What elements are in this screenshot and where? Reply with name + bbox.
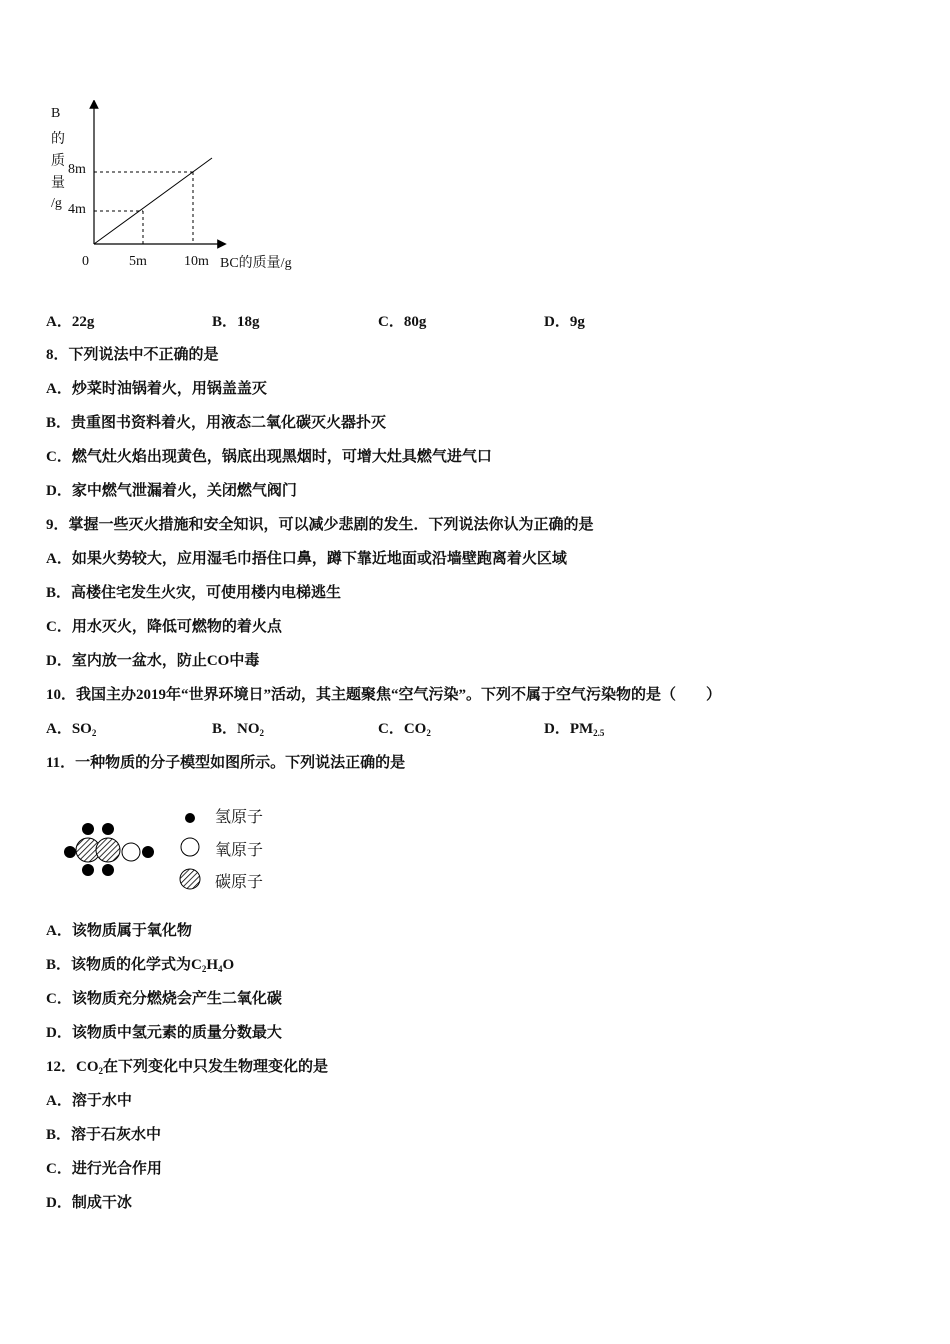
q7-option-a: A．22g [46,314,95,330]
q12-option-a: A．溶于水中 [46,1093,132,1109]
y-tick-8m: 8m [68,162,86,177]
y-label-1: B [51,106,61,121]
q11-option-a: A．该物质属于氧化物 [46,923,192,939]
q8-option-b: B．贵重图书资料着火，用液态二氧化碳灭火器扑灭 [46,415,387,431]
q12-stem: 12．$CO_2$在下列变化中只发生物理变化的是 [46,1059,329,1076]
q12-option-d: D．制成干冰 [46,1195,132,1211]
x-axis-label: BC的质量/g [220,256,292,271]
q9-option-b: B．高楼住宅发生火灾，可使用楼内电梯逃生 [46,585,342,601]
legend-hydrogen-label: 氢原子 [215,807,264,826]
q8-option-c: C．燃气灶火焰出现黄色，锅底出现黑烟时，可增大灶具燃气进气口 [46,449,492,465]
hydrogen-atom [64,846,76,858]
q9-option-a: A．如果火势较大，应用湿毛巾捂住口鼻，蹲下靠近地面或沿墙壁跑离着火区域 [46,551,567,567]
data-line [94,158,212,244]
q10-stem: 10．我国主办2019年“世界环境日”活动，其主题聚焦“空气污染”。下列不属于空气污染物的是（ ） [46,687,722,703]
q8-stem: 8．下列说法中不正确的是 [46,347,219,363]
q12-option-b: B．溶于石灰水中 [46,1127,162,1143]
oxygen-atom [122,843,140,861]
q9-option-c: C．用水灭火，降低可燃物的着火点 [46,619,282,635]
q12-option-c: C．进行光合作用 [46,1161,162,1177]
y-label-3: 质 [51,154,65,169]
hydrogen-atom [142,846,154,858]
y-label-2: 的 [51,132,65,147]
q9-option-d: D．室内放一盆水，防止CO中毒 [46,653,260,669]
q7-option-d: D．9g [544,314,585,330]
legend-oxygen-label: 氧原子 [215,840,264,859]
q7-option-b: B．18g [212,314,260,330]
q11-option-c: C．该物质充分燃烧会产生二氧化碳 [46,991,282,1007]
legend-oxygen-symbol [181,838,199,856]
q8-option-a: A．炒菜时油锅着火，用锅盖盖灭 [46,381,267,397]
y-tick-4m: 4m [68,202,86,217]
x-tick-5m: 5m [129,254,147,269]
q11-option-b: B．该物质的化学式为$C_2H_4O$ [46,957,235,974]
q10-option-d: D．$PM_{2.5}$ [544,721,605,738]
hydrogen-atom [102,823,114,835]
q9-stem: 9．掌握一些灭火措施和安全知识，可以减少悲剧的发生．下列说法你认为正确的是 [46,517,594,533]
q8-option-d: D．家中燃气泄漏着火，关闭燃气阀门 [46,483,297,499]
q11-option-d: D．该物质中氢元素的质量分数最大 [46,1025,282,1041]
legend-carbon-label: 碳原子 [215,872,264,891]
y-label-5: /g [51,196,62,211]
x-tick-10m: 10m [184,254,209,269]
hydrogen-atom [82,864,94,876]
legend-carbon-symbol [180,869,200,889]
mass-graph [40,100,340,280]
y-label-4: 量 [51,176,65,191]
q10-option-c: C．$CO_2$ [378,721,431,738]
x-tick-0: 0 [82,254,89,269]
q10-option-a: A．$SO_2$ [46,721,97,738]
q10-option-b: B．$NO_2$ [212,721,265,738]
q11-stem: 11．一种物质的分子模型如图所示。下列说法正确的是 [46,755,406,771]
carbon-atom [96,838,120,862]
hydrogen-atom [82,823,94,835]
q7-option-c: C．80g [378,314,427,330]
molecule-model [60,800,290,890]
legend-hydrogen-symbol [185,813,195,823]
hydrogen-atom [102,864,114,876]
